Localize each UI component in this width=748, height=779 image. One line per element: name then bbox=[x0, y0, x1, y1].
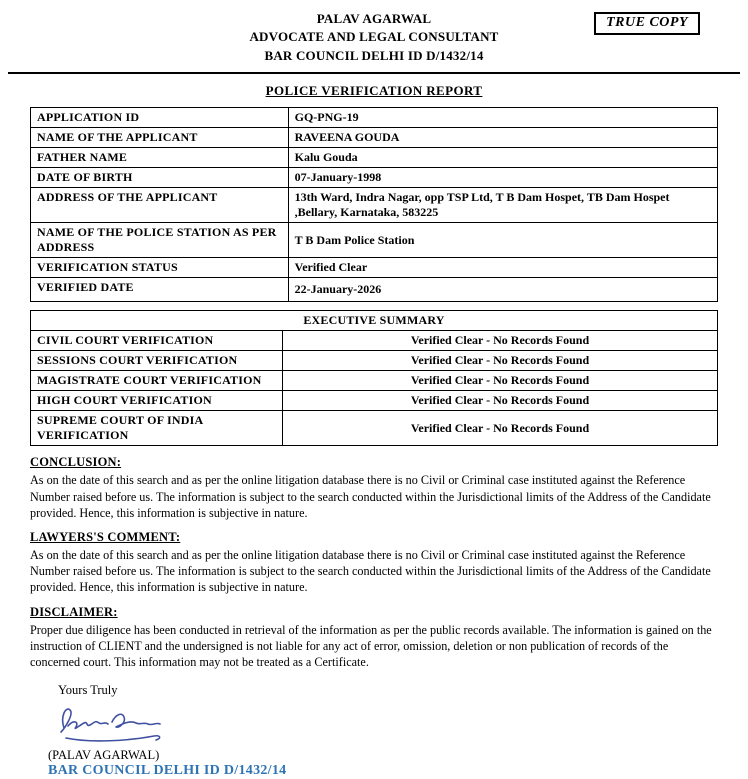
detail-row bbox=[31, 278, 718, 302]
summary-row bbox=[31, 371, 718, 391]
detail-label: VERIFIED DATE bbox=[31, 278, 289, 302]
detail-value: 07-January-1998 bbox=[288, 168, 717, 188]
summary-value: Verified Clear - No Records Found bbox=[283, 331, 718, 351]
summary-label: CIVIL COURT VERIFICATION bbox=[31, 331, 283, 351]
summary-label: MAGISTRATE COURT VERIFICATION bbox=[31, 371, 283, 391]
summary-row bbox=[31, 351, 718, 371]
conclusion-section bbox=[30, 455, 718, 521]
lawyers-comment-body: As on the date of this search and as per the online litigation database there is no Civil or Criminal case instituted against the Reference Number raised before us. The information is subject to the search conducted within the Jurisdictional limits of the Address of the Candidate provided. Hence, this information is subjective in nature. bbox=[30, 548, 711, 595]
detail-label: NAME OF THE POLICE STATION AS PER ADDRESS bbox=[31, 223, 289, 258]
summary-label: SUPREME COURT OF INDIA VERIFICATION bbox=[31, 411, 283, 446]
executive-summary-title: EXECUTIVE SUMMARY bbox=[31, 311, 718, 331]
detail-value: GQ-PNG-19 bbox=[288, 108, 717, 128]
detail-row bbox=[31, 108, 718, 128]
advocate-name: PALAV AGARWAL bbox=[316, 11, 432, 26]
detail-label: FATHER NAME bbox=[31, 148, 289, 168]
detail-row bbox=[31, 188, 718, 223]
summary-row bbox=[31, 331, 718, 351]
executive-summary-table bbox=[30, 310, 718, 446]
true-copy-stamp: TRUE COPY bbox=[594, 12, 700, 35]
lawyers-comment-heading: LAWYERS'S COMMENT: bbox=[30, 530, 181, 545]
summary-row bbox=[31, 391, 718, 411]
detail-row bbox=[31, 168, 718, 188]
detail-row bbox=[31, 148, 718, 168]
lawyers-comment-section bbox=[30, 530, 718, 596]
advocate-bar-id: BAR COUNCIL DELHI ID D/1432/14 bbox=[264, 47, 484, 63]
signature-image bbox=[50, 700, 718, 748]
footer-bar-id: BAR COUNCIL DELHI ID D/1432/14 bbox=[48, 763, 287, 779]
detail-value: Kalu Gouda bbox=[288, 148, 717, 168]
details-table bbox=[30, 107, 718, 302]
detail-value: 22-January-2026 bbox=[288, 278, 717, 302]
signatory-name: (PALAV AGARWAL) bbox=[48, 748, 160, 763]
executive-summary-header-row bbox=[31, 311, 718, 331]
detail-label: ADDRESS OF THE APPLICANT bbox=[31, 188, 289, 223]
summary-label: SESSIONS COURT VERIFICATION bbox=[31, 351, 283, 371]
detail-row bbox=[31, 258, 718, 278]
summary-value: Verified Clear - No Records Found bbox=[283, 351, 718, 371]
handwritten-signature-icon bbox=[50, 700, 180, 748]
conclusion-body: As on the date of this search and as per the online litigation database there is no Civil or Criminal case instituted against the Reference Number raised before us. The information is subject to the search conducted within the Jurisdictional limits of the Address of the Candidate provided. Hence, this information is subjective in nature. bbox=[30, 473, 711, 520]
header-rule bbox=[8, 72, 740, 74]
summary-value: Verified Clear - No Records Found bbox=[283, 411, 718, 446]
disclaimer-section bbox=[30, 605, 718, 671]
detail-label: DATE OF BIRTH bbox=[31, 168, 289, 188]
disclaimer-heading: DISCLAIMER: bbox=[30, 604, 118, 619]
conclusion-heading: CONCLUSION: bbox=[30, 455, 122, 470]
detail-label: NAME OF THE APPLICANT bbox=[31, 128, 289, 148]
summary-value: Verified Clear - No Records Found bbox=[283, 391, 718, 411]
detail-value: Verified Clear bbox=[288, 258, 717, 278]
detail-value: T B Dam Police Station bbox=[288, 223, 717, 258]
detail-label: VERIFICATION STATUS bbox=[31, 258, 289, 278]
summary-label: HIGH COURT VERIFICATION bbox=[31, 391, 283, 411]
detail-label: APPLICATION ID bbox=[31, 108, 289, 128]
disclaimer-body: Proper due diligence has been conducted in retrieval of the information as per the public records available. The information is gained on the instruction of CLIENT and the undersigned is not liable for any act of error, omission, deletion or non publication of records of the concerned court. This information may not be treated as a Certificate. bbox=[30, 622, 712, 670]
closing-text: Yours Truly bbox=[58, 683, 118, 698]
detail-value: 13th Ward, Indra Nagar, opp TSP Ltd, T B Dam Hospet, TB Dam Hospet ,Bellary, Karnataka, 583225 bbox=[288, 188, 717, 223]
detail-row bbox=[31, 223, 718, 258]
summary-row bbox=[31, 411, 718, 446]
detail-value: RAVEENA GOUDA bbox=[288, 128, 717, 148]
detail-row bbox=[31, 128, 718, 148]
summary-value: Verified Clear - No Records Found bbox=[283, 371, 718, 391]
advocate-title: ADVOCATE AND LEGAL CONSULTANT bbox=[249, 29, 499, 45]
report-title: POLICE VERIFICATION REPORT bbox=[265, 83, 483, 99]
